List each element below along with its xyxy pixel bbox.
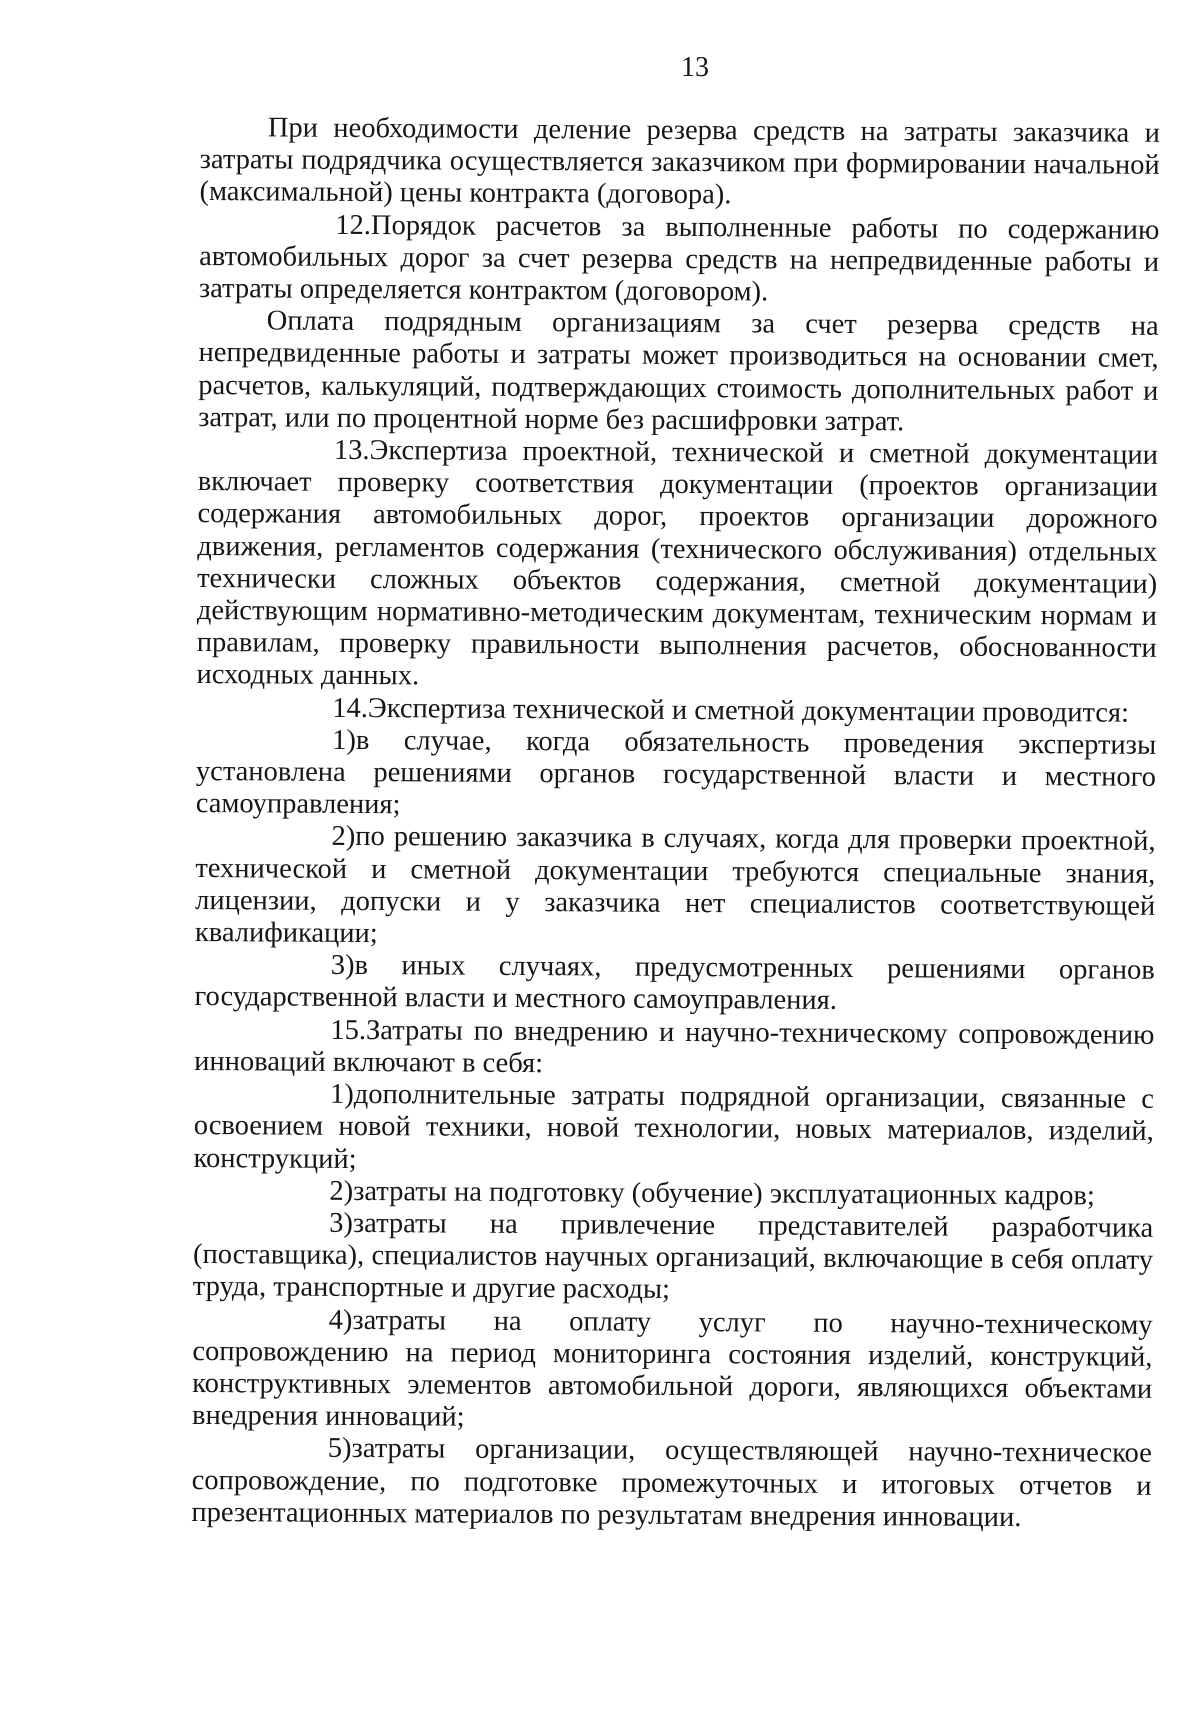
paragraph-text: При необходимости деление резерва средств на затраты заказчика и затраты подрядчика осуществляется заказчиком при формировании начальной (максимальной) цены контракта (договора).: [199, 112, 1160, 211]
list-item-number: 1): [332, 724, 357, 756]
paragraph-15: [194, 1014, 1154, 1084]
paragraph-text: Экспертиза проектной, технической и сметной документации включает проверку соответствия документации (проектов организации содержания автомобильных дорог, проектов организации дорожного движения, регламентов содержания (технического обслуживания) отдельных технически сложных объектов содержания, сметной документации) действующим нормативно-методическим документам, техническим нормам и правилам, проверку правильности выполнения расчетов, обоснованности исходных данных.: [196, 435, 1159, 692]
paragraph-number: 14.: [332, 692, 369, 724]
list-item-text: затраты на оплату услуг по научно-техническому сопровождению на период мониторинга состояния изделий, конструкций, конструктивных элементов автомобильной дороги, являющихся объектами внедрения инноваций;: [191, 1304, 1153, 1433]
list-item-15-4: [192, 1303, 1153, 1438]
paragraph-text: Порядок расчетов за выполненные работы по содержанию автомобильных дорог за счет резерва средств на непредвиденные работы и затраты определяется контрактом (договором).: [198, 209, 1160, 308]
paragraph-12: [199, 209, 1160, 311]
list-item-14-1: [196, 724, 1157, 826]
list-item-text: в случае, когда обязательность проведения экспертизы установлена решениями органов государственной власти и местного самоуправления;: [195, 724, 1157, 821]
paragraph-text: Оплата подрядным организациям за счет резерва средств на непредвиденные работы и затраты может производиться на основании смет, расчетов, калькуляций, подтверждающих стоимость дополнительных работ и затрат, или по процентной норме без расшифровки затрат.: [198, 305, 1159, 438]
list-item-number: 5): [327, 1433, 352, 1465]
list-item-text: затраты на привлечение представителей разработчика (поставщика), специалистов научных организаций, включающие в себя оплату труда, транспортные и другие расходы;: [192, 1207, 1154, 1306]
list-item-text: дополнительные затраты подрядной организации, связанные с освоением новой техники, новой технологии, новых материалов, изделий, конструкций;: [193, 1079, 1155, 1175]
list-item-number: 3): [329, 1207, 354, 1239]
list-item-number: 4): [328, 1304, 353, 1336]
paragraph-13: [196, 434, 1158, 697]
paragraph-number: 13.: [333, 434, 370, 467]
list-item-text: затраты организации, осуществляющей научно-техническое сопровождение, по подготовке промежуточных и итоговых отчетов и презентационных материалов по результатам внедрения инновации.: [191, 1433, 1152, 1533]
list-item-15-1: [194, 1078, 1155, 1180]
list-item-text: затраты на подготовку (обучение) эксплуатационных кадров;: [353, 1175, 1095, 1212]
list-item-number: 2): [331, 821, 356, 853]
list-item-number: 1): [329, 1078, 354, 1111]
page-number: 13: [681, 52, 709, 83]
list-item-15-3: [193, 1207, 1154, 1309]
list-item-14-3: [194, 949, 1154, 1019]
list-item-14-2: [195, 820, 1156, 955]
paragraph-text: Экспертиза технической и сметной документации проводится:: [367, 692, 1130, 729]
list-item-number: 3): [330, 950, 355, 982]
paragraph-reserve-division: [199, 112, 1160, 214]
document-body: [191, 112, 1160, 1535]
paragraph-number: 12.: [335, 209, 372, 241]
paragraph-text: Затраты по внедрению и научно-техническому сопровождению инноваций включают в себя:: [194, 1014, 1155, 1080]
list-item-15-5: [191, 1432, 1152, 1534]
paragraph-number: 15.: [330, 1014, 367, 1046]
paragraph-payment: [198, 305, 1159, 440]
list-item-number: 2): [329, 1175, 354, 1207]
list-item-text: по решению заказчика в случаях, когда для проверки проектной, технической и сметной документации требуются специальные знания, лицензии, допуски и у заказчика нет специалистов соответствующей квалификации;: [194, 821, 1156, 950]
list-item-text: в иных случаях, предусмотренных решениями органов государственной власти и местного самоуправления.: [194, 950, 1155, 1017]
